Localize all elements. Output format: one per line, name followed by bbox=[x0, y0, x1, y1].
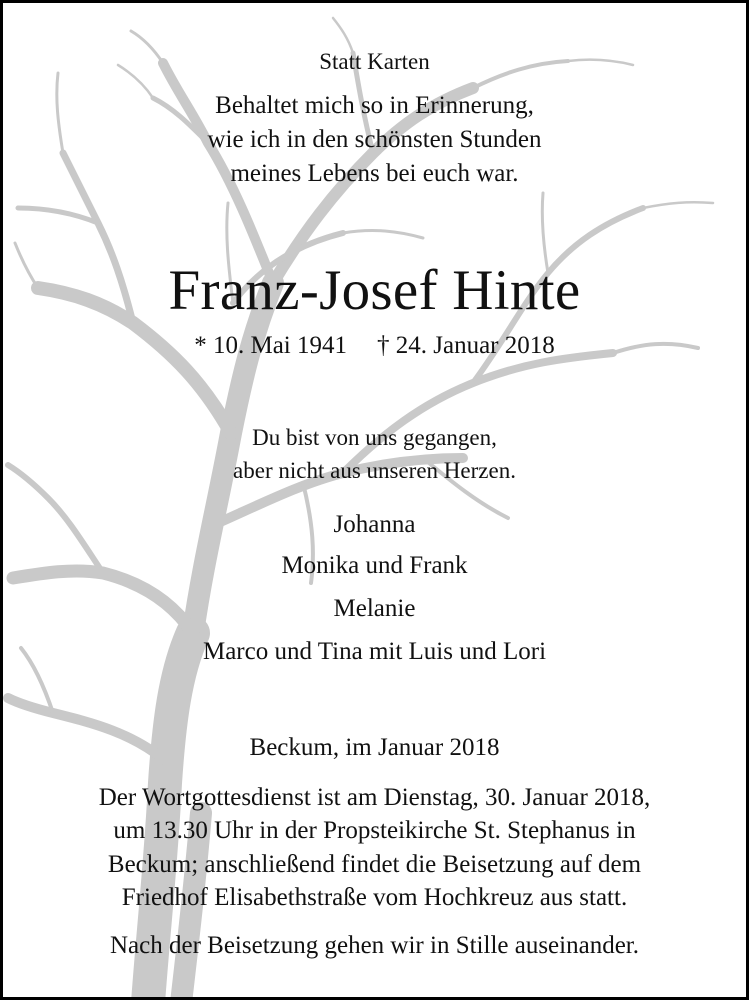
place-date: Beckum, im Januar 2018 bbox=[249, 734, 500, 761]
service-line-4: Friedhof Elisabethstraße vom Hochkreuz aus statt. bbox=[121, 884, 628, 911]
life-dates bbox=[3, 333, 746, 358]
poem-line-3: meines Lebens bei euch war. bbox=[230, 160, 519, 187]
statt-karten: Statt Karten bbox=[319, 49, 430, 74]
quote-line-1: Du bist von uns gegangen, bbox=[252, 425, 497, 450]
family-member-1: Johanna bbox=[333, 511, 416, 538]
service-line-2: um 13.30 Uhr in der Propsteikirche St. Stephanus in bbox=[113, 817, 636, 844]
death-date: † 24. Januar 2018 bbox=[377, 332, 555, 359]
poem-line-2: wie ich in den schönsten Stunden bbox=[207, 126, 542, 153]
service-line-3: Beckum; anschließend findet die Beisetzung auf dem bbox=[107, 851, 642, 878]
birth-date: * 10. Mai 1941 bbox=[194, 332, 348, 359]
poem-line-1: Behaltet mich so in Erinnerung, bbox=[215, 92, 534, 119]
family-member-3: Melanie bbox=[333, 595, 416, 622]
service-line-1: Der Wortgottesdienst ist am Dienstag, 30. Januar 2018, bbox=[98, 784, 651, 811]
quote-line-2: aber nicht aus unseren Herzen. bbox=[233, 458, 516, 483]
closing-line: Nach der Beisetzung gehen wir in Stille auseinander. bbox=[109, 932, 639, 959]
family-member-4: Marco und Tina mit Luis und Lori bbox=[202, 638, 547, 665]
family-member-2: Monika und Frank bbox=[281, 552, 468, 579]
deceased-name: Franz-Josef Hinte bbox=[168, 259, 581, 322]
